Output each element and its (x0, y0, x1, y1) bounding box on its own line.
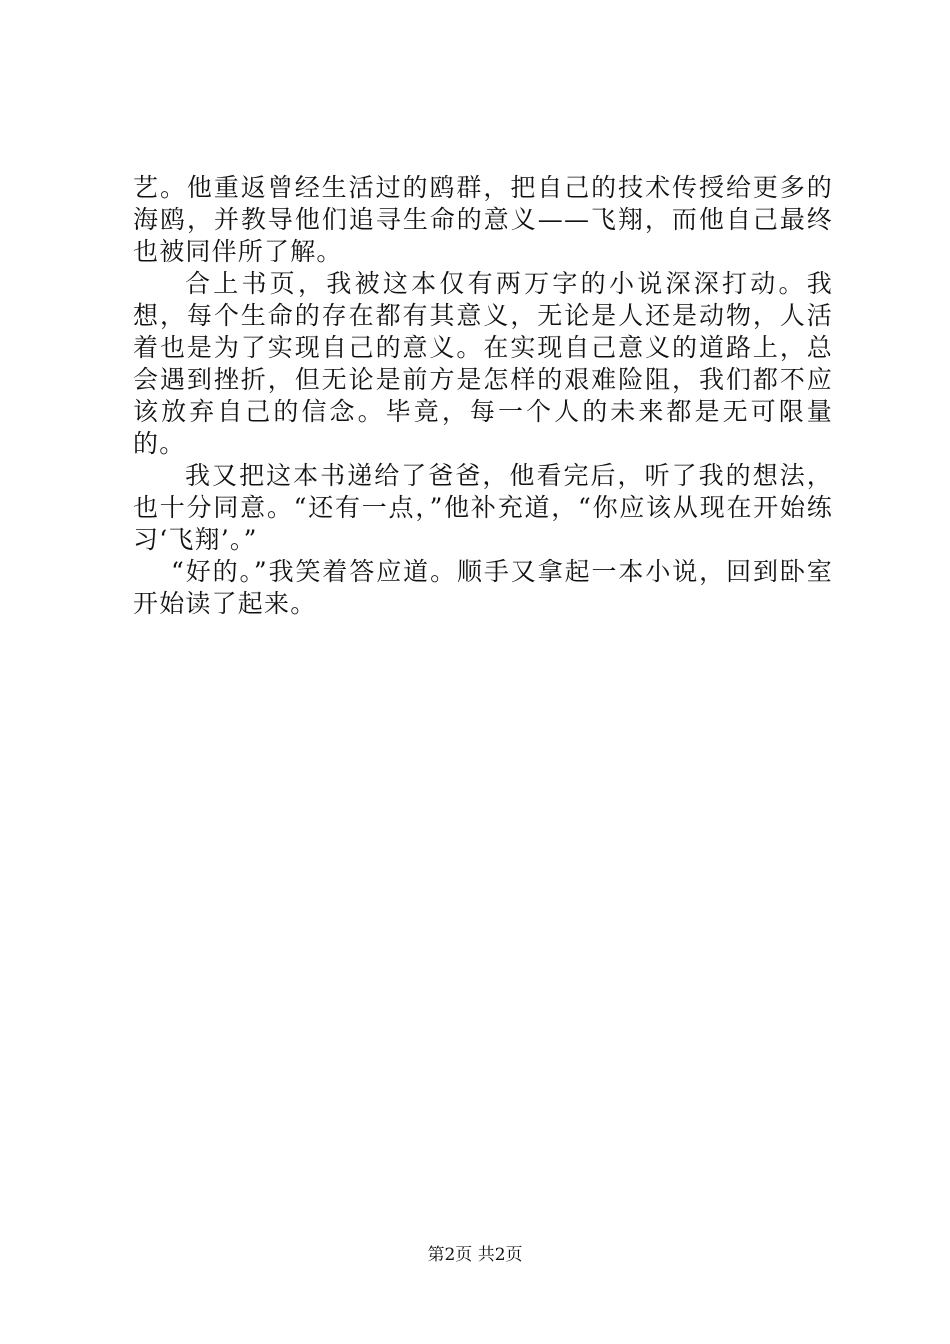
paragraph-reflection: 合上书页，我被这本仅有两万字的小说深深打动。我想，每个生命的存在都有其意义，无论是人还是动物，人活着也是为了实现自己的意义。在实现自己意义的道路上，总会遇到挫折，但无论是前方是怎样的艰难险阻，我们都不应该放弃自己的信念。毕竟，每一个人的未来都是无可限量的。 (133, 269, 833, 458)
paragraph-closing: “好的。”我笑着答应道。顺手又拿起一本小说，回到卧室开始读了起来。 (133, 557, 833, 618)
paragraph-father: 我又把这本书递给了爸爸，他看完后，听了我的想法，也十分同意。“还有一点，”他补充道，“你应该从现在开始练习‘飞翔’。” (133, 461, 833, 554)
paragraph-continuation: 艺。他重返曾经生活过的鸥群，把自己的技术传授给更多的海鸥，并教导他们追寻生命的意义——飞翔，而他自己最终也被同伴所了解。 (133, 173, 833, 266)
document-body (133, 172, 833, 620)
page-footer: 第2页 共2页 (427, 1245, 523, 1265)
